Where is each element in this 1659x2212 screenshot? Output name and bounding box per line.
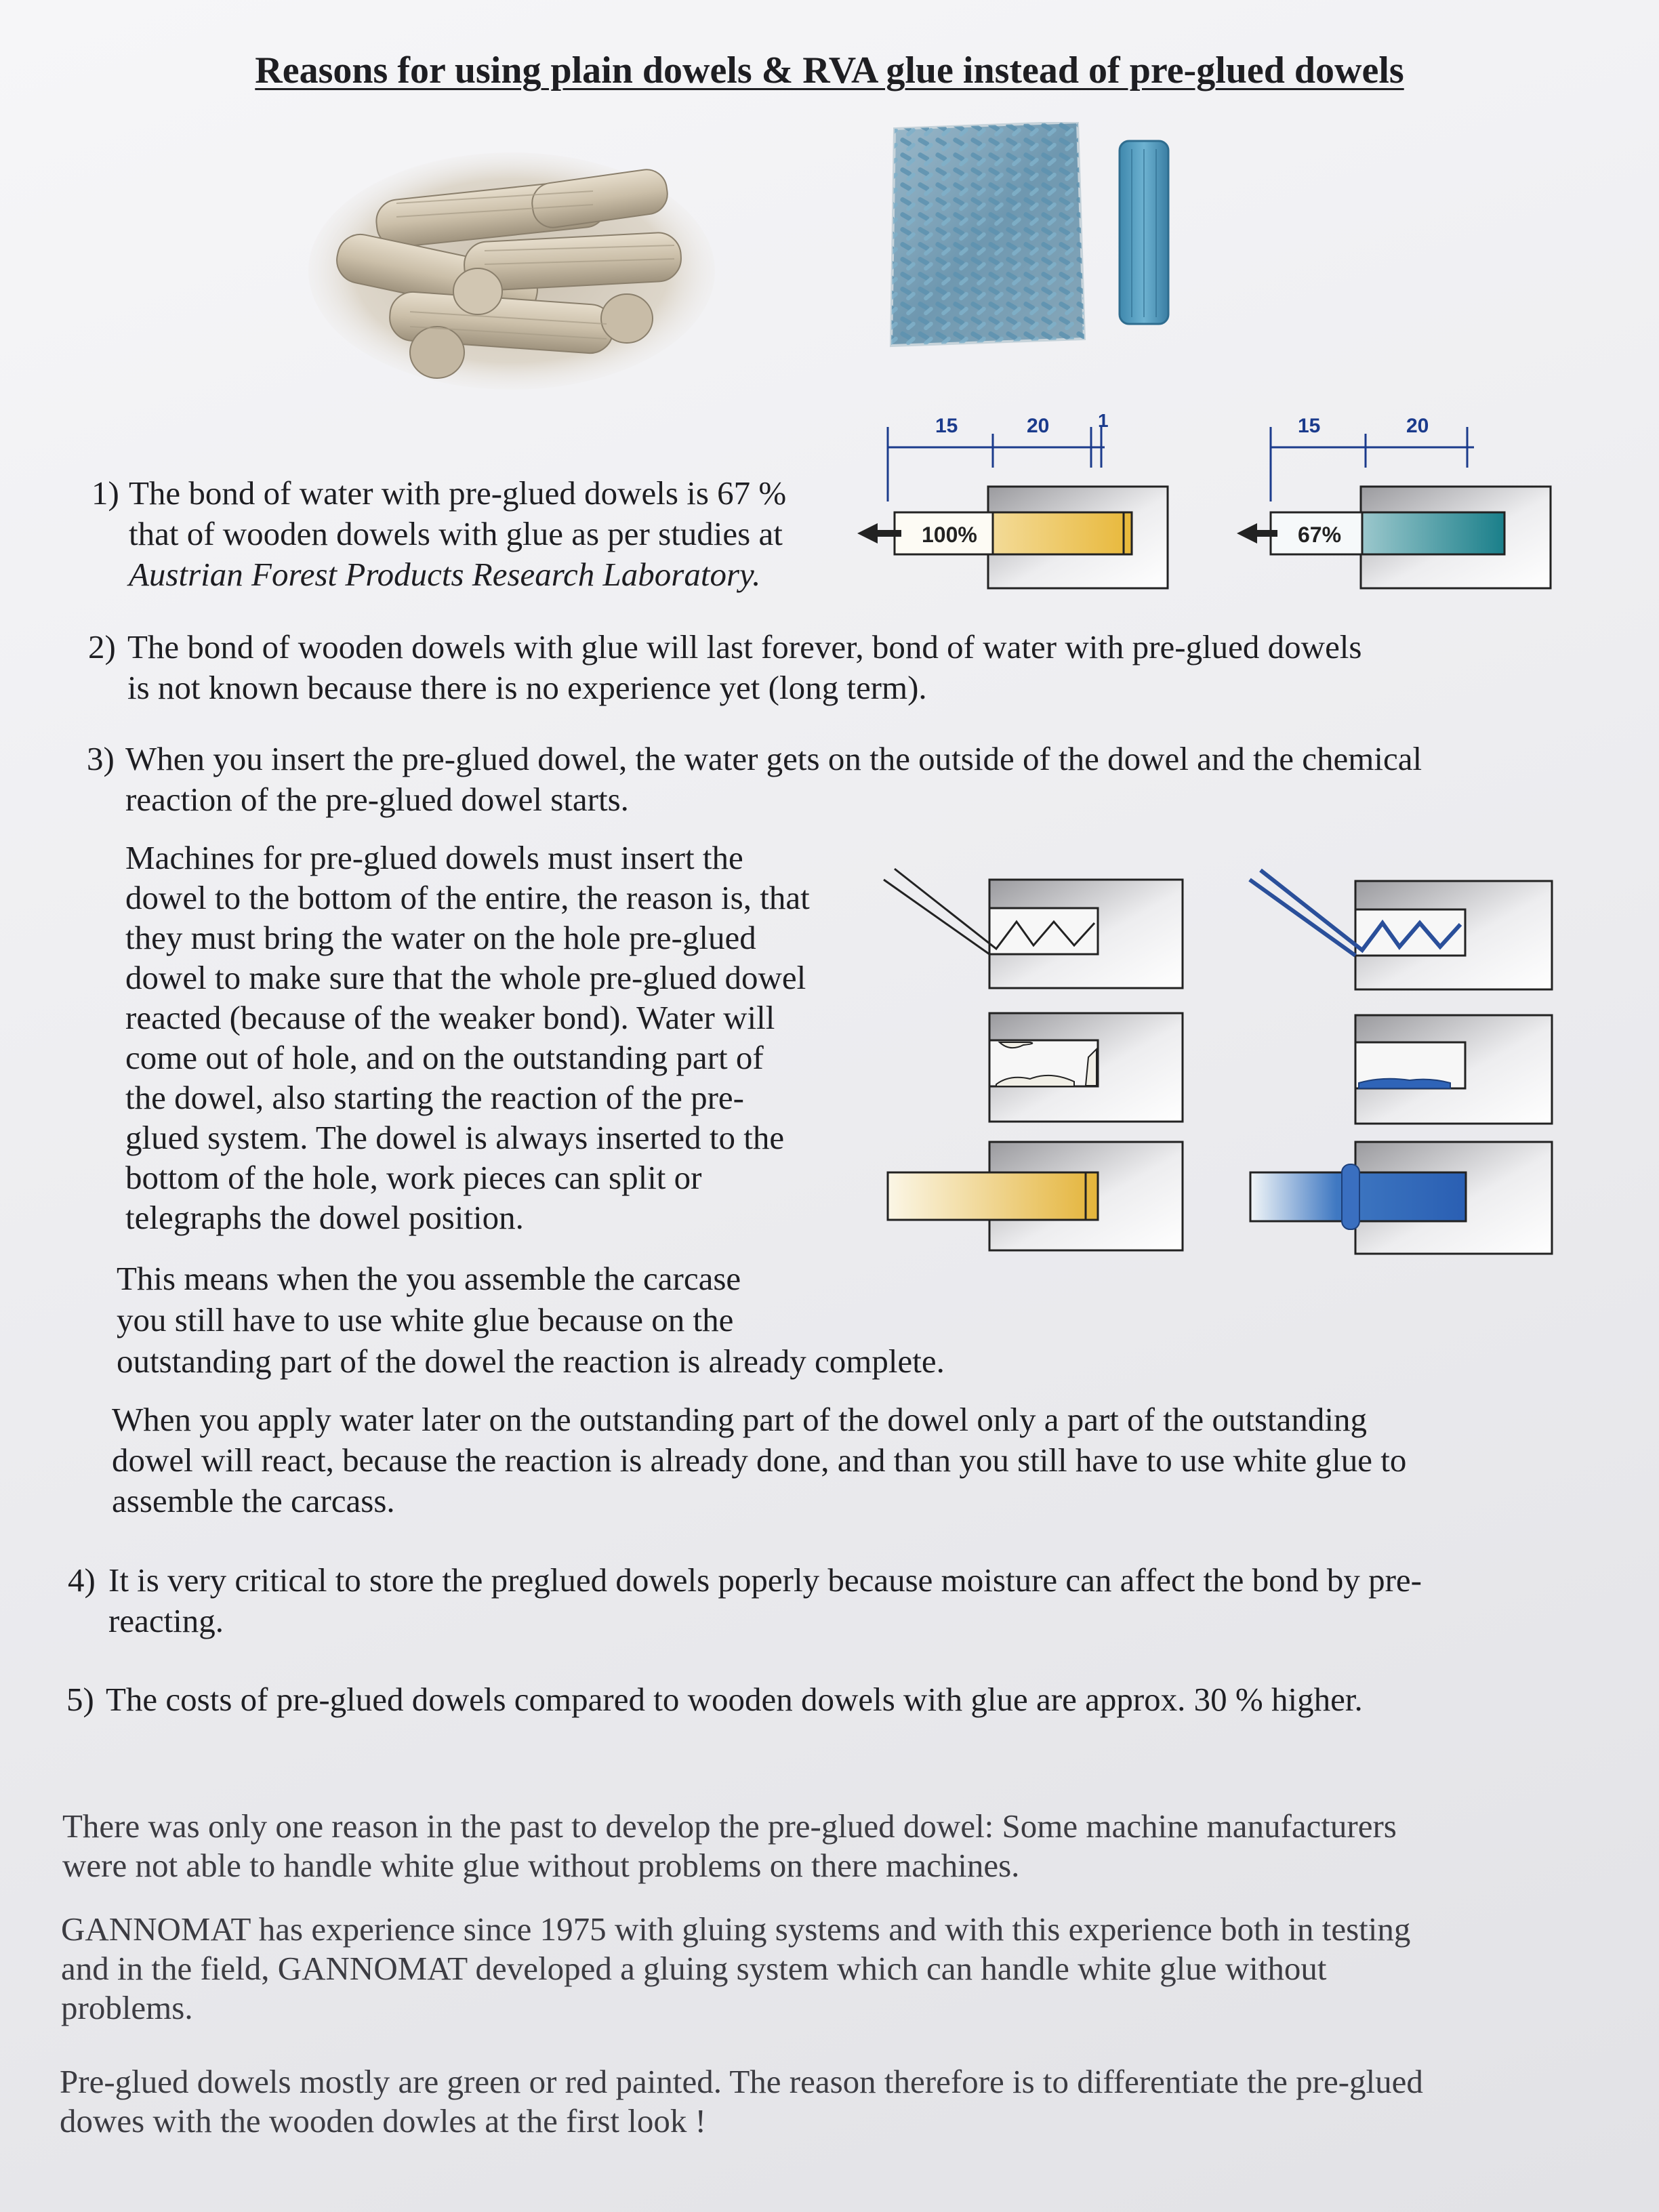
- machines-line: the dowel, also starting the reaction of the pre-: [125, 1079, 744, 1116]
- means-line: you still have to use white glue because on the: [117, 1301, 734, 1338]
- item-2-number: 2): [88, 628, 116, 665]
- bond-67-percent: 67%: [1298, 523, 1342, 547]
- apply-water-paragraph: [112, 1399, 1637, 1521]
- item-3-line2: reaction of the pre-glued dowel starts.: [125, 781, 629, 818]
- item-3-number: 3): [87, 740, 115, 777]
- water-line: assemble the carcass.: [112, 1482, 395, 1519]
- machines-paragraph: [125, 838, 884, 1237]
- item-3: [87, 739, 1612, 820]
- machines-line: telegraphs the dowel position.: [125, 1199, 524, 1236]
- item-5-line1: The costs of pre-glued dowels compared to wooden dowels with glue are approx. 30 % higher.: [106, 1681, 1363, 1718]
- footer-line: GANNOMAT has experience since 1975 with gluing systems and with this experience both in testing: [61, 1910, 1411, 1948]
- machines-line: reacted (because of the weaker bond). Water will: [125, 999, 775, 1036]
- this-means-paragraph: [117, 1258, 1540, 1382]
- machines-line: they must bring the water on the hole pre-glued: [125, 919, 756, 956]
- footer-paragraph-1: [62, 1807, 1635, 1885]
- machines-line: glued system. The dowel is always inserted to the: [125, 1119, 785, 1156]
- item-3-line1: When you insert the pre-glued dowel, the water gets on the outside of the dowel and the chemical: [125, 740, 1422, 777]
- preglued-dowels-bag-photo: [881, 122, 1179, 352]
- bond-100-percent: 100%: [922, 523, 977, 547]
- item-5: [66, 1679, 1625, 1720]
- item-4-line1: It is very critical to store the preglued dowels poperly because moisture can affect the bond by pre-: [108, 1561, 1422, 1599]
- footer-line: dowes with the wooden dowles at the first look !: [60, 2102, 706, 2139]
- item-4: [68, 1560, 1626, 1641]
- wooden-dowels-photo: [308, 149, 715, 393]
- dim-15-label-right: 15: [1298, 415, 1321, 437]
- dim-20-label-right: 20: [1406, 415, 1429, 437]
- dim-1-label: 1: [1098, 410, 1109, 431]
- machines-line: dowel to the bottom of the entire, the reason is, that: [125, 879, 810, 916]
- means-line: outstanding part of the dowel the reaction is already complete.: [117, 1343, 945, 1380]
- footer-line: Pre-glued dowels mostly are green or red painted. The reason therefore is to differentiate the pre-glued: [60, 2063, 1423, 2100]
- item-5-number: 5): [66, 1681, 94, 1718]
- means-line: This means when the you assemble the carcase: [117, 1260, 741, 1297]
- machines-line: bottom of the hole, work pieces can split or: [125, 1159, 702, 1196]
- machines-line: come out of hole, and on the outstanding part of: [125, 1039, 764, 1076]
- item-1-number: 1): [91, 474, 119, 512]
- footer-line: There was only one reason in the past to develop the pre-glued dowel: Some machine manufacturers: [62, 1807, 1397, 1845]
- footer-paragraph-3: [60, 2062, 1632, 2141]
- bond-diagram-preglued: [1227, 400, 1565, 596]
- item-2-line2: is not known because there is no experience yet (long term).: [127, 669, 927, 706]
- insertion-diagram-wooden: [881, 867, 1193, 1261]
- water-line: dowel will react, because the reaction is already done, and than you still have to use white glue to: [112, 1441, 1407, 1479]
- item-1-line1: The bond of water with pre-glued dowels is 67 %: [129, 474, 787, 512]
- item-2: [88, 627, 1579, 708]
- insertion-diagram-preglued: [1247, 867, 1559, 1267]
- water-line: When you apply water later on the outstanding part of the dowel only a part of the outstanding: [112, 1401, 1367, 1438]
- item-2-line1: The bond of wooden dowels with glue will last forever, bond of water with pre-glued dowels: [127, 628, 1362, 665]
- bond-diagram-wooden-glue: [854, 400, 1179, 596]
- footer-line: problems.: [61, 1989, 193, 2026]
- machines-line: dowel to make sure that the whole pre-glued dowel: [125, 959, 806, 996]
- footer-line: were not able to handle white glue without problems on there machines.: [62, 1847, 1020, 1884]
- item-1: [91, 473, 871, 595]
- machines-line: Machines for pre-glued dowels must insert the: [125, 839, 743, 876]
- item-1-line3: Austrian Forest Products Research Laboratory.: [129, 556, 761, 593]
- dim-20-label: 20: [1027, 415, 1050, 437]
- item-1-line2: that of wooden dowels with glue as per studies at: [129, 515, 783, 552]
- item-4-number: 4): [68, 1561, 96, 1599]
- dim-15-label: 15: [935, 415, 958, 437]
- footer-line: and in the field, GANNOMAT developed a gluing system which can handle white glue without: [61, 1950, 1327, 1987]
- footer-paragraph-2: [61, 1910, 1633, 2028]
- page-title: Reasons for using plain dowels & RVA glue instead of pre-glued dowels: [255, 49, 1404, 91]
- item-4-line2: reacting.: [108, 1602, 224, 1639]
